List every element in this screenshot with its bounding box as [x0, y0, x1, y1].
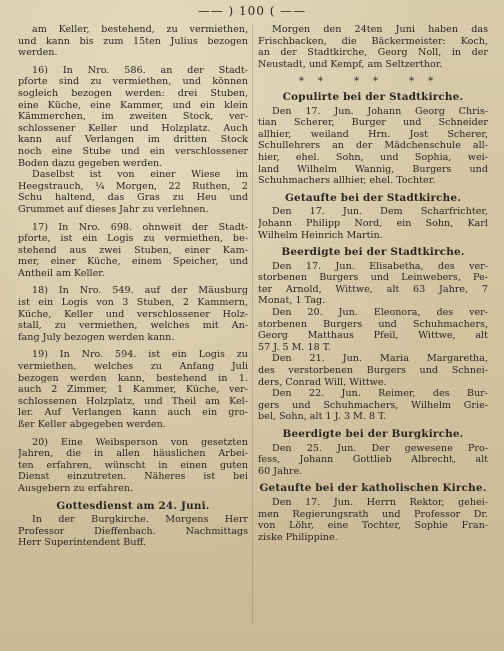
text-line: fess, Johann Gottlieb Albrecht, alt	[258, 454, 488, 466]
text-line: gers und Schuhmachers, Wilhelm Grie-	[258, 399, 488, 411]
right-column	[258, 24, 488, 549]
text-line: Monat, 1 Tag.	[258, 295, 326, 307]
text-line: ten erfahren, wünscht in einen guten	[18, 459, 248, 471]
text-line: an der Stadtkirche, Georg Noll, in der	[258, 47, 488, 59]
text-line: und kann bis zum 15ten Julius bezogen	[18, 35, 248, 47]
text-line: kann auf Verlangen im dritten Stock	[18, 134, 248, 146]
text-line: Herr Superintendent Buff.	[18, 537, 147, 549]
text-line: Den 20. Jun. Eleonora, des ver-	[272, 307, 488, 319]
text-line: Schu haltend, das Gras zu Heu und	[18, 192, 248, 204]
text-line: Ausgebern zu erfahren.	[18, 482, 133, 494]
text-line: Den 25. Jun. Der gewesene Pro-	[272, 442, 488, 454]
text-line: noch eine Stube und ein verschlossener	[18, 145, 248, 157]
text-line: Jahren, die in allen häuslichen Arbei-	[18, 448, 248, 460]
text-line: 60 Jahre.	[258, 465, 303, 477]
text-line: ler. Auf Verlangen kann auch ein gro-	[18, 407, 248, 419]
text-line: Wilhelm Heinrich Martin.	[258, 229, 383, 241]
text-line: Den 17. Jun. Johann Georg Chris-	[272, 105, 488, 117]
section-heading: Beerdigte bei der Stadtkirche.	[281, 246, 465, 259]
section-heading: Beerdigte bei der Burgkirche.	[282, 428, 464, 440]
text-line: Grummet auf dieses Jahr zu verlehnen.	[18, 203, 209, 215]
text-line: bel, Sohn, alt 1 J. 3 M. 8 T.	[258, 411, 387, 423]
text-line: Neustadt, und Kempf, am Seltzerthor.	[258, 58, 443, 70]
text-entry	[18, 285, 248, 343]
text-line: land Wilhelm Wannig, Burgers und	[258, 163, 488, 175]
text-line: Dienst einzutreten. Näheres ist bei	[18, 471, 248, 483]
text-line: tian Scherer, Burger und Schneider	[258, 117, 488, 129]
text-line: hier, ehel. Sohn, und Sophia, wei-	[258, 151, 488, 163]
page-number-header: —— ) 100 ( ——	[197, 4, 307, 18]
text-line: pforte, ist ein Logis zu vermiethen, be-	[18, 233, 248, 245]
text-line: auch 2 Zimmer, 1 Kammer, Küche, ver-	[18, 384, 248, 396]
text-line: eine Küche, eine Kammer, und ein klein	[18, 99, 248, 111]
text-line: am Keller, bestehend, zu vermiethen,	[32, 24, 248, 35]
column-divider	[252, 24, 253, 624]
text-line: pforte sind zu vermiethen, und können	[18, 76, 248, 88]
text-entry	[18, 222, 248, 280]
text-line: Professor Dieffenbach. Nachmittags	[18, 525, 248, 537]
text-line: Daselbst ist von einer Wiese im	[32, 169, 248, 181]
text-line: 17) In Nro. 698. ohnweit der Stadt-	[32, 221, 248, 233]
text-line: Heegstrauch, ¼ Morgen, 22 Ruthen, 2	[18, 180, 248, 192]
text-line: ist ein Logis von 3 Stuben, 2 Kammern,	[18, 297, 248, 309]
text-entry	[18, 514, 248, 549]
text-line: Johann Philipp Nord, ein Sohn, Karl	[258, 217, 488, 229]
text-line: schlossener Keller und Holzplatz. Auch	[18, 122, 248, 134]
text-line: Den 17. Jun. Elisabetha, des ver-	[272, 260, 488, 272]
text-line: ßer Keller abgegeben werden.	[18, 419, 166, 430]
text-line: ziske Philippine.	[258, 531, 338, 543]
text-line: 20) Eine Weibsperson von gesetzten	[32, 436, 248, 448]
text-line: Morgen den 24ten Juni haben das	[272, 24, 488, 35]
text-line: Den 17. Jun. Dem Scharfrichter,	[272, 206, 488, 218]
text-entry	[258, 261, 488, 423]
text-line: ter Arnold, Wittwe, alt 63 Jahre, 7	[258, 283, 488, 295]
left-column	[18, 24, 248, 555]
text-line: Den 17. Jun. Herrn Rektor, gehei-	[272, 496, 488, 508]
text-line: Georg Matthaus Pfeil, Wittwe, alt	[258, 330, 488, 342]
text-line: Den 22. Jun. Reimer, des Bur-	[272, 388, 488, 400]
text-entry	[18, 349, 248, 430]
asterism-divider: ** ** **	[298, 76, 448, 88]
text-entry	[258, 497, 488, 543]
text-line: storbenen Burgers und Schuhmachers,	[258, 318, 488, 330]
text-line: stall, zu vermiethen, welches mit An-	[18, 320, 248, 332]
text-line: fang July bezogen werden kann.	[18, 331, 175, 343]
text-line: stehend aus zwei Stuben, einer Kam-	[18, 244, 248, 256]
text-line: ders, Conrad Will, Wittwe.	[258, 376, 387, 388]
text-line: mer, einer Küche, einem Speicher, und	[18, 256, 248, 268]
text-line: storbenen Burgers und Leinwebers, Pe-	[258, 272, 488, 284]
section-heading: Copulirte bei der Stadtkirche.	[282, 90, 464, 103]
text-line: Boden dazu gegeben werden.	[18, 157, 163, 169]
text-line: Schuhmachers allhier, ehel. Tochter.	[258, 175, 436, 187]
section-heading: Getaufte bei der Stadtkirche.	[284, 191, 462, 204]
text-entry	[258, 24, 488, 70]
text-line: Den 21. Jun. Maria Margaretha,	[272, 353, 488, 365]
text-line: vermiethen, welches zu Anfang Juli	[18, 361, 248, 373]
text-line: In der Burgkirche. Morgens Herr	[32, 514, 248, 526]
text-line: Frischbacken, die Bäckermeister: Koch,	[258, 35, 488, 47]
text-line: werden.	[18, 47, 58, 59]
text-line: von Löhr, eine Tochter, Sophie Fran-	[258, 520, 488, 532]
text-entry	[258, 106, 488, 187]
section-heading: Gottesdienst am 24. Juni.	[56, 499, 210, 512]
text-entry	[258, 206, 488, 241]
text-line: Küche, Keller und verschlossener Holz-	[18, 308, 248, 320]
text-line: bezogen werden kann, bestehend in 1.	[18, 372, 248, 384]
text-line: schlossenen Holzplatz, und Theil am Kel-	[18, 395, 248, 407]
text-line: men Regierungsrath und Professor Dr.	[258, 508, 488, 520]
section-heading: Getaufte bei der katholischen Kirche.	[259, 482, 487, 495]
text-entry	[258, 443, 488, 478]
text-line: Antheil am Keller.	[18, 267, 105, 279]
text-line: 19) In Nro. 594. ist ein Logis zu	[32, 349, 248, 361]
text-line: des verstorbenen Burgers und Schnei-	[258, 365, 488, 377]
text-line: 16) In Nro. 586. an der Stadt-	[32, 64, 248, 76]
text-line: sogleich bezogen werden: drei Stuben,	[18, 87, 248, 99]
text-line: Kämmerchen, im zweiten Stock, ver-	[18, 111, 248, 123]
text-entry	[18, 437, 248, 495]
text-line: Schullehrers an der Mädchenschule all-	[258, 140, 488, 152]
text-entry	[18, 65, 248, 216]
text-line: allhier, weiland Hrn. Jost Scherer,	[258, 128, 488, 140]
text-line: 18) In Nro. 549. auf der Mäusburg	[32, 285, 248, 297]
text-line: 57 J. 5 M. 18 T.	[258, 341, 331, 353]
text-entry	[18, 24, 248, 59]
